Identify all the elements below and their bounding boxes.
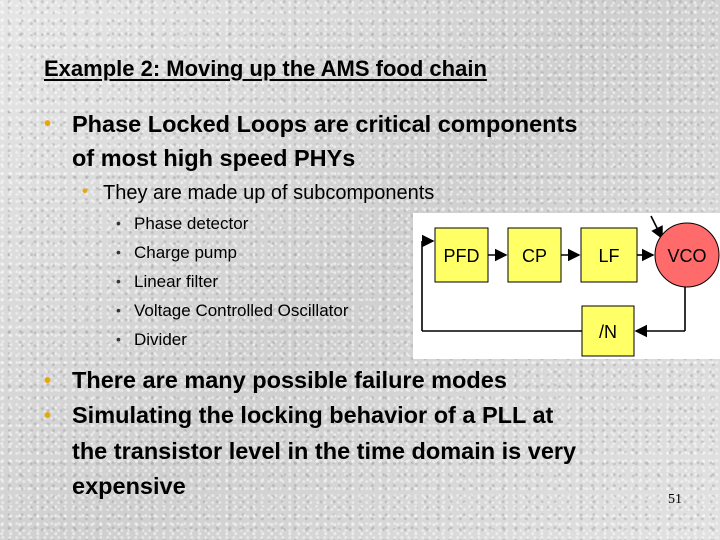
lf-label: LF <box>598 246 620 266</box>
bullet-3-line-3: expensive <box>72 473 186 499</box>
bullet-1-line-2: of most high speed PHYs <box>72 145 356 171</box>
subsub-marker: • <box>116 331 121 347</box>
bullet-3-line-2: the transistor level in the time domain is very <box>72 438 577 464</box>
subsub-bullet-vco: Voltage Controlled Oscillator <box>134 301 349 320</box>
subsub-marker: • <box>116 302 121 318</box>
pfd-label: PFD <box>443 246 480 266</box>
bullet-2: There are many possible failure modes <box>72 367 507 393</box>
page-number: 51 <box>668 492 682 507</box>
bullet-marker: • <box>44 405 52 427</box>
cp-label: CP <box>521 246 548 266</box>
bullet-1-line-1: Phase Locked Loops are critical components <box>72 111 578 137</box>
subsub-bullet-phase-detector: Phase detector <box>134 214 249 233</box>
pll-block-diagram <box>413 213 720 359</box>
vco-label: VCO <box>667 246 707 266</box>
bullet-marker: • <box>44 370 52 392</box>
subsub-marker: • <box>116 244 121 260</box>
divider-label: /N <box>599 322 617 342</box>
subsub-marker: • <box>116 215 121 231</box>
wire <box>651 216 662 238</box>
sub-bullet-marker: • <box>82 183 88 200</box>
sub-bullet: They are made up of subcomponents <box>103 182 435 204</box>
bullet-marker: • <box>44 113 52 135</box>
subsub-bullet-divider: Divider <box>134 330 187 349</box>
subsub-bullet-linear-filter: Linear filter <box>134 272 219 291</box>
slide-title: Example 2: Moving up the AMS food chain <box>44 56 487 81</box>
bullet-3-line-1: Simulating the locking behavior of a PLL at <box>72 402 554 428</box>
subsub-marker: • <box>116 273 121 289</box>
subsub-bullet-charge-pump: Charge pump <box>134 243 238 262</box>
